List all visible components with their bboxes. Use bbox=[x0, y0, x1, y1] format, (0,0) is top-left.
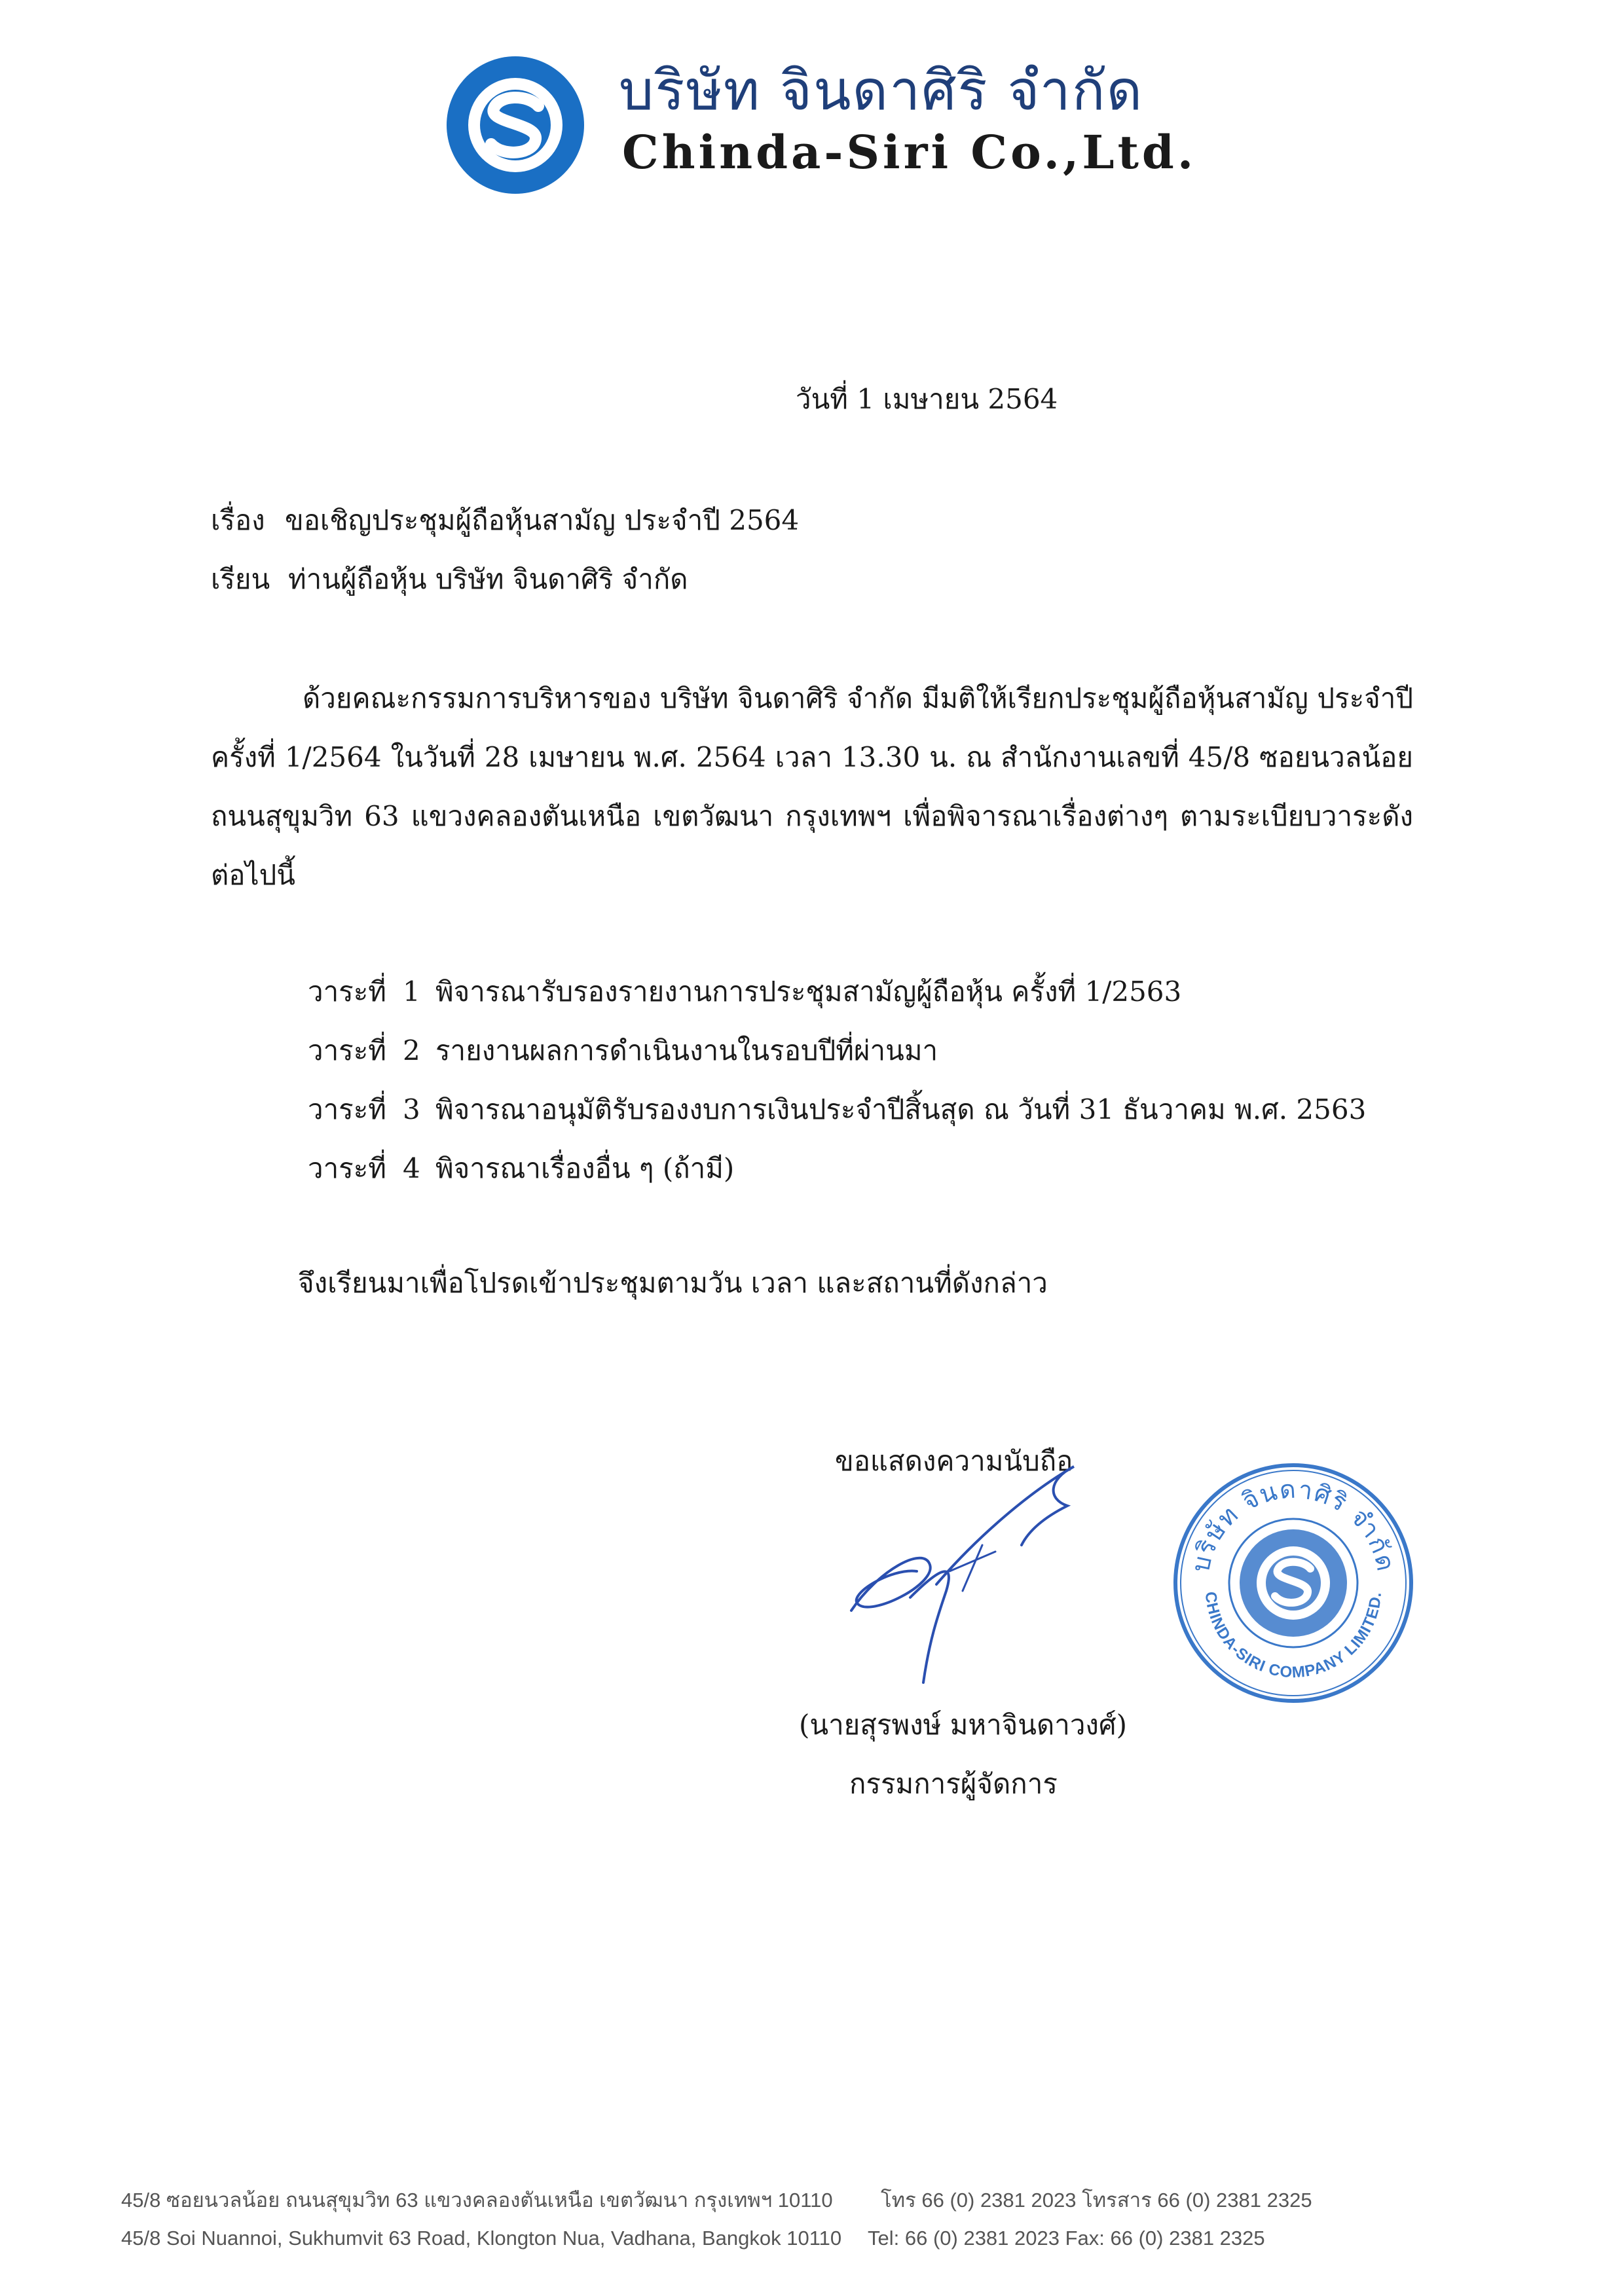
signatory-title: กรรมการผู้จัดการ bbox=[849, 1768, 1058, 1800]
handwritten-signature bbox=[832, 1440, 1107, 1715]
closing-sentence: จึงเรียนมาเพื่อโปรดเข้าประชุมตามวัน เวลา และสถานที่ดังกล่าว bbox=[298, 1267, 1048, 1299]
recipient-text: ท่านผู้ถือหุ้น บริษัท จินดาศิริ จำกัด bbox=[288, 563, 688, 595]
company-name-thai: บริษัท จินดาศิริ จำกัด bbox=[619, 58, 1144, 122]
agenda-label: วาระที่ bbox=[308, 1093, 386, 1125]
agenda-text: พิจารณารับรองรายงานการประชุมสามัญผู้ถือหุ้น ครั้งที่ 1/2563 bbox=[435, 975, 1182, 1008]
stamp-text-thai: บริษัท จินดาศิริ จำกัด bbox=[1185, 1474, 1401, 1575]
agenda-item bbox=[308, 1034, 938, 1067]
agenda-label: วาระที่ bbox=[308, 975, 386, 1008]
agenda-number: 2 bbox=[403, 1034, 420, 1066]
stamp-text-english: CHINDA-SIRI COMPANY LIMITED. bbox=[1201, 1590, 1385, 1682]
signatory-name: (นายสุรพงษ์ มหาจินดาวงศ์) bbox=[799, 1709, 1127, 1741]
body-paragraph: ด้วยคณะกรรมการบริหารของ บริษัท จินดาศิริ จำกัด มีมติให้เรียกประชุมผู้ถือหุ้นสามัญ ประจำปี ครั้งที่ 1/2564 ในวันที่ 28 เมษายน พ.ศ. 2564 เวลา 13.30 น. ณ สำนักงานเลขที่ 45/8 ซอยนวลน้อย ถนนสุขุมวิท 63 แขวงคลองตันเหนือ เขตวัฒนา กรุงเทพฯ เพื่อพิจารณาเรื่องต่างๆ ตามระเบียบวาระดังต่อไปนี้ bbox=[211, 682, 1413, 891]
agenda-number: 1 bbox=[403, 975, 420, 1008]
letter-date: วันที่ 1 เมษายน 2564 bbox=[796, 383, 1058, 415]
chinda-siri-logo-icon bbox=[445, 55, 585, 195]
agenda-item bbox=[308, 1093, 1366, 1126]
company-name-english: Chinda-Siri Co.,Ltd. bbox=[622, 125, 1197, 179]
footer-address-english: 45/8 Soi Nuannoi, Sukhumvit 63 Road, Klongton Nua, Vadhana, Bangkok 10110 bbox=[121, 2227, 842, 2250]
agenda-number: 3 bbox=[403, 1093, 420, 1125]
agenda-text: พิจารณาเรื่องอื่น ๆ (ถ้ามี) bbox=[435, 1152, 735, 1184]
footer-contact-english: Tel: 66 (0) 2381 2023 Fax: 66 (0) 2381 2325 bbox=[868, 2227, 1265, 2250]
agenda-item bbox=[308, 1152, 734, 1185]
agenda-label: วาระที่ bbox=[308, 1152, 386, 1184]
company-seal-stamp bbox=[1169, 1459, 1418, 1707]
footer-contact-thai: โทร 66 (0) 2381 2023 โทรสาร 66 (0) 2381 2325 bbox=[881, 2189, 1312, 2212]
regards-text: ขอแสดงความนับถือ bbox=[835, 1445, 1073, 1477]
agenda-label: วาระที่ bbox=[308, 1034, 386, 1066]
recipient-label: เรียน bbox=[211, 563, 270, 595]
agenda-number: 4 bbox=[403, 1152, 420, 1184]
subject-label: เรื่อง bbox=[211, 504, 265, 536]
agenda-item bbox=[308, 975, 1181, 1008]
footer-address-thai: 45/8 ซอยนวลน้อย ถนนสุขุมวิท 63 แขวงคลองตันเหนือ เขตวัฒนา กรุงเทพฯ 10110 bbox=[121, 2189, 833, 2212]
subject-text: ขอเชิญประชุมผู้ถือหุ้นสามัญ ประจำปี 2564 bbox=[285, 504, 800, 536]
agenda-text: พิจารณาอนุมัติรับรองงบการเงินประจำปีสิ้นสุด ณ วันที่ 31 ธันวาคม พ.ศ. 2563 bbox=[435, 1093, 1367, 1125]
agenda-text: รายงานผลการดำเนินงานในรอบปีที่ผ่านมา bbox=[435, 1034, 938, 1066]
